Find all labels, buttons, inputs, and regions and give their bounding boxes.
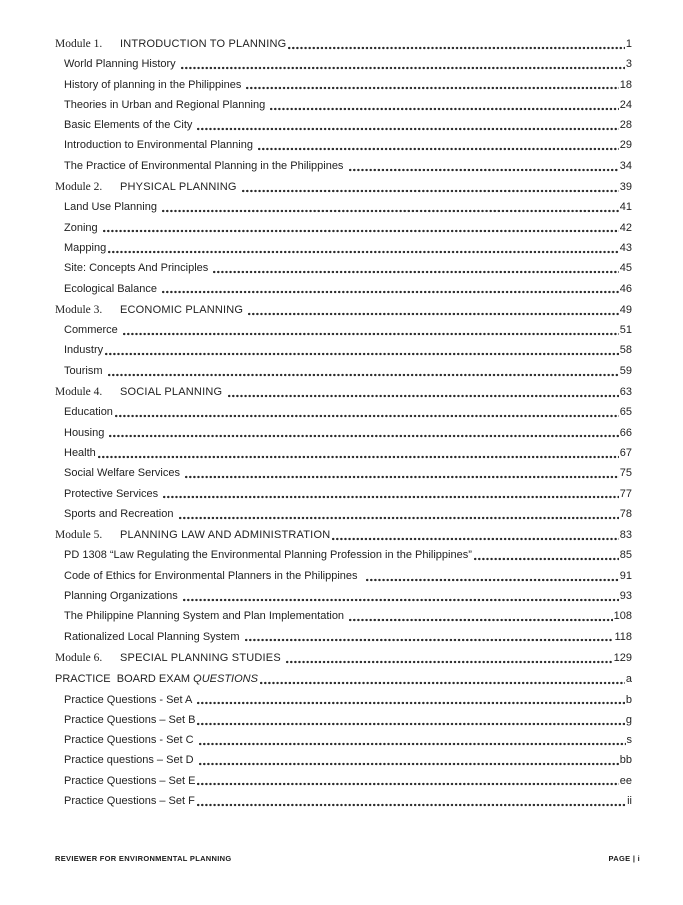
toc-leader-dots bbox=[349, 168, 619, 172]
toc-leader-dots bbox=[349, 618, 613, 622]
toc-entry-page: 58 bbox=[619, 344, 632, 357]
toc-leader-dots bbox=[286, 660, 613, 664]
toc-entry-page: 39 bbox=[619, 181, 632, 194]
toc-entry-title: Land Use Planning bbox=[64, 201, 161, 214]
toc-sub-entry[interactable] bbox=[55, 463, 632, 483]
toc-leader-dots bbox=[185, 475, 619, 479]
toc-entry-title: World Planning History bbox=[64, 58, 179, 71]
toc-entry-title: Code of Ethics for Environmental Planners in the Philippines bbox=[64, 569, 364, 582]
toc-entry-page: bb bbox=[619, 754, 632, 767]
toc-entry-title: Mapping bbox=[64, 241, 107, 254]
toc-entry-page: s bbox=[626, 734, 632, 747]
toc-entry-page: ii bbox=[627, 794, 632, 807]
toc-entry-page: 63 bbox=[619, 386, 632, 399]
toc-entry-title: PHYSICAL PLANNING bbox=[120, 181, 240, 194]
toc-entry-title: Protective Services bbox=[64, 487, 162, 500]
toc-leader-dots bbox=[183, 598, 619, 602]
toc-entry-page: 18 bbox=[619, 78, 632, 91]
toc-sub-entry[interactable] bbox=[55, 75, 632, 95]
toc-entry-page: 67 bbox=[619, 446, 632, 459]
toc-entry-title: Practice Questions - Set A bbox=[64, 693, 195, 706]
toc-sub-entry[interactable] bbox=[55, 238, 632, 258]
toc-entry-title: Site: Concepts And Principles bbox=[64, 262, 212, 275]
toc-entry-page: 85 bbox=[619, 549, 632, 562]
toc-leader-dots bbox=[109, 434, 618, 438]
toc-leader-dots bbox=[366, 578, 619, 582]
toc-entry-page: 3 bbox=[625, 58, 632, 71]
toc-entry-page: 129 bbox=[613, 651, 632, 664]
toc-sub-entry[interactable] bbox=[55, 750, 632, 770]
toc-leader-dots bbox=[105, 352, 619, 356]
toc-entry-page: 75 bbox=[619, 467, 632, 480]
toc-sub-entry[interactable] bbox=[55, 279, 632, 299]
toc-module-label: Module 1. bbox=[55, 38, 103, 50]
toc-entry-title: Ecological Balance bbox=[64, 282, 161, 295]
toc-entry-title: Rationalized Local Planning System bbox=[64, 630, 243, 643]
toc-entry-title: Practice questions – Set D bbox=[64, 754, 197, 767]
toc-entry-title: Practice Questions - Set C bbox=[64, 734, 197, 747]
toc-entry-title: Commerce bbox=[64, 324, 121, 337]
toc-leader-dots bbox=[199, 762, 619, 766]
toc-leader-dots bbox=[213, 270, 618, 274]
toc-leader-dots bbox=[197, 782, 618, 786]
toc-sub-entry[interactable] bbox=[55, 484, 632, 504]
toc-entry-page: 93 bbox=[619, 590, 632, 603]
toc-entry-page: 43 bbox=[619, 241, 632, 254]
toc-entry-page: b bbox=[625, 693, 632, 706]
toc-entry-page: 46 bbox=[619, 282, 632, 295]
toc-entry-page: ee bbox=[619, 774, 632, 787]
toc-module-entry[interactable] bbox=[55, 648, 632, 668]
toc-sub-entry[interactable] bbox=[55, 402, 632, 422]
toc-entry-title: PD 1308 “Law Regulating the Environmental Planning Profession in the Philippines” bbox=[64, 549, 472, 562]
toc-sub-entry[interactable] bbox=[55, 218, 632, 238]
toc-sub-entry[interactable] bbox=[55, 606, 632, 626]
toc-entry-title: ECONOMIC PLANNING bbox=[120, 303, 247, 316]
toc-entry-title: Practice Questions – Set B bbox=[64, 713, 196, 726]
toc-sub-entry[interactable] bbox=[55, 95, 632, 115]
toc-entry-page: 29 bbox=[619, 139, 632, 152]
toc-entry-title: The Practice of Environmental Planning in the Philippines bbox=[64, 159, 347, 172]
toc-entry-page: 77 bbox=[619, 487, 632, 500]
toc-entry-page: g bbox=[625, 713, 632, 726]
toc-leader-dots bbox=[103, 229, 619, 233]
toc-entry-page: 1 bbox=[625, 38, 632, 50]
toc-leader-dots bbox=[123, 332, 619, 336]
footer-page-number: PAGE | i bbox=[608, 854, 640, 863]
toc-module-label: Module 5. bbox=[55, 529, 103, 542]
toc-entry-page: 118 bbox=[614, 630, 632, 643]
toc-leader-dots bbox=[332, 537, 618, 541]
toc-section-entry[interactable] bbox=[55, 669, 632, 689]
toc-entry-title: Practice Questions – Set F bbox=[64, 794, 195, 807]
toc-module-label: Module 4. bbox=[55, 386, 103, 399]
toc-leader-dots bbox=[115, 414, 619, 418]
toc-entry-title: PRACTICE BOARD EXAM bbox=[55, 673, 194, 686]
toc-entry-title: Introduction to Environmental Planning bbox=[64, 139, 257, 152]
footer-document-title: REVIEWER FOR ENVIRONMENTAL PLANNING bbox=[55, 854, 232, 863]
toc-entry-page: 59 bbox=[619, 364, 632, 377]
toc-leader-dots bbox=[246, 86, 618, 90]
toc-entry-title: Basic Elements of the City bbox=[64, 119, 196, 132]
toc-entry-title: Sports and Recreation bbox=[64, 507, 177, 520]
toc-entry-title: The Philippine Planning System and Plan Implementation bbox=[64, 610, 348, 623]
toc-entry-title: Industry bbox=[64, 344, 104, 357]
toc-entry-page: 49 bbox=[619, 303, 632, 316]
toc-entry-title: Social Welfare Services bbox=[64, 467, 184, 480]
toc-entry-title: INTRODUCTION TO PLANNING bbox=[120, 38, 287, 50]
toc-entry-page: 51 bbox=[619, 324, 632, 337]
page-footer bbox=[55, 854, 640, 863]
toc-entry-page: 24 bbox=[619, 98, 632, 111]
toc-leader-dots bbox=[197, 803, 626, 807]
toc-entry-page: 45 bbox=[619, 262, 632, 275]
toc-module-label: Module 3. bbox=[55, 303, 103, 316]
toc-leader-dots bbox=[199, 742, 626, 746]
toc-sub-entry[interactable] bbox=[55, 443, 632, 463]
toc-entry-page: 42 bbox=[619, 221, 632, 234]
toc-leader-dots bbox=[98, 455, 619, 459]
toc-sub-entry[interactable] bbox=[55, 710, 632, 730]
toc-sub-entry[interactable] bbox=[55, 54, 632, 74]
toc-sub-entry[interactable] bbox=[55, 690, 632, 710]
toc-sub-entry[interactable] bbox=[55, 156, 632, 176]
toc-sub-entry[interactable] bbox=[55, 586, 632, 606]
toc-leader-dots bbox=[228, 394, 619, 398]
toc-module-entry[interactable] bbox=[55, 177, 632, 197]
toc-module-label: Module 2. bbox=[55, 181, 103, 194]
toc-entry-title: History of planning in the Philippines bbox=[64, 78, 245, 91]
toc-leader-dots bbox=[474, 557, 619, 561]
toc-sub-entry[interactable] bbox=[55, 566, 632, 586]
toc-leader-dots bbox=[181, 66, 625, 70]
toc-entry-title: Education bbox=[64, 406, 113, 419]
toc-sub-entry[interactable] bbox=[55, 135, 632, 155]
toc-sub-entry[interactable] bbox=[55, 730, 632, 750]
toc-entry-page: a bbox=[625, 673, 632, 686]
toc-leader-dots bbox=[163, 495, 619, 499]
toc-leader-dots bbox=[248, 312, 618, 316]
toc-entry-title: Health bbox=[64, 446, 96, 459]
toc-leader-dots bbox=[242, 189, 619, 193]
toc-entry-page: 108 bbox=[613, 610, 632, 623]
toc-module-entry[interactable] bbox=[55, 300, 632, 320]
toc-sub-entry[interactable] bbox=[55, 771, 632, 791]
toc-sub-entry[interactable] bbox=[55, 197, 632, 217]
toc-sub-entry[interactable] bbox=[55, 423, 632, 443]
toc-entry-page: 65 bbox=[619, 406, 632, 419]
toc-module-entry[interactable] bbox=[55, 525, 632, 545]
toc-entry-page: 41 bbox=[619, 201, 632, 214]
toc-sub-entry[interactable] bbox=[55, 340, 632, 360]
toc-entry-page: 28 bbox=[619, 119, 632, 132]
toc-entry-title: PLANNING LAW AND ADMINISTRATION bbox=[120, 529, 331, 542]
toc-sub-entry[interactable] bbox=[55, 627, 632, 647]
toc-leader-dots bbox=[197, 701, 625, 705]
toc-entry-title: Tourism bbox=[64, 364, 106, 377]
toc-module-entry[interactable] bbox=[55, 34, 632, 54]
toc-entry-page: 34 bbox=[619, 159, 632, 172]
toc-entry-title: Zoning bbox=[64, 221, 101, 234]
toc-entry-title: SPECIAL PLANNING STUDIES bbox=[120, 651, 285, 664]
toc-entry-title: Planning Organizations bbox=[64, 590, 181, 603]
toc-leader-dots bbox=[108, 373, 619, 377]
toc-entry-title: Theories in Urban and Regional Planning bbox=[64, 98, 269, 111]
toc-sub-entry[interactable] bbox=[55, 791, 632, 811]
toc-leader-dots bbox=[197, 722, 624, 726]
toc-entry-title-italic: QUESTIONS bbox=[193, 673, 258, 686]
toc-leader-dots bbox=[179, 516, 619, 520]
toc-module-label: Module 6. bbox=[55, 651, 103, 664]
toc-list bbox=[55, 33, 632, 811]
toc-leader-dots bbox=[245, 638, 614, 642]
toc-leader-dots bbox=[162, 290, 619, 294]
toc-entry-page: 66 bbox=[619, 426, 632, 439]
toc-leader-dots bbox=[258, 147, 619, 151]
toc-leader-dots bbox=[270, 107, 619, 111]
toc-leader-dots bbox=[162, 209, 619, 213]
toc-sub-entry[interactable] bbox=[55, 258, 632, 278]
toc-entry-page: 83 bbox=[619, 529, 632, 542]
toc-leader-dots bbox=[288, 46, 625, 50]
toc-entry-page: 78 bbox=[619, 507, 632, 520]
toc-sub-entry[interactable] bbox=[55, 361, 632, 381]
toc-leader-dots bbox=[260, 681, 625, 685]
toc-entry-title: SOCIAL PLANNING bbox=[120, 386, 226, 399]
toc-entry-title: Practice Questions – Set E bbox=[64, 774, 196, 787]
toc-sub-entry[interactable] bbox=[55, 115, 632, 135]
toc-sub-entry[interactable] bbox=[55, 504, 632, 524]
toc-leader-dots bbox=[197, 127, 618, 131]
toc-entry-page: 91 bbox=[619, 569, 632, 582]
toc-entry-title: Housing bbox=[64, 426, 108, 439]
toc-leader-dots bbox=[108, 250, 619, 254]
toc-sub-entry[interactable] bbox=[55, 320, 632, 340]
toc-module-entry[interactable] bbox=[55, 382, 632, 402]
toc-sub-entry[interactable] bbox=[55, 545, 632, 565]
